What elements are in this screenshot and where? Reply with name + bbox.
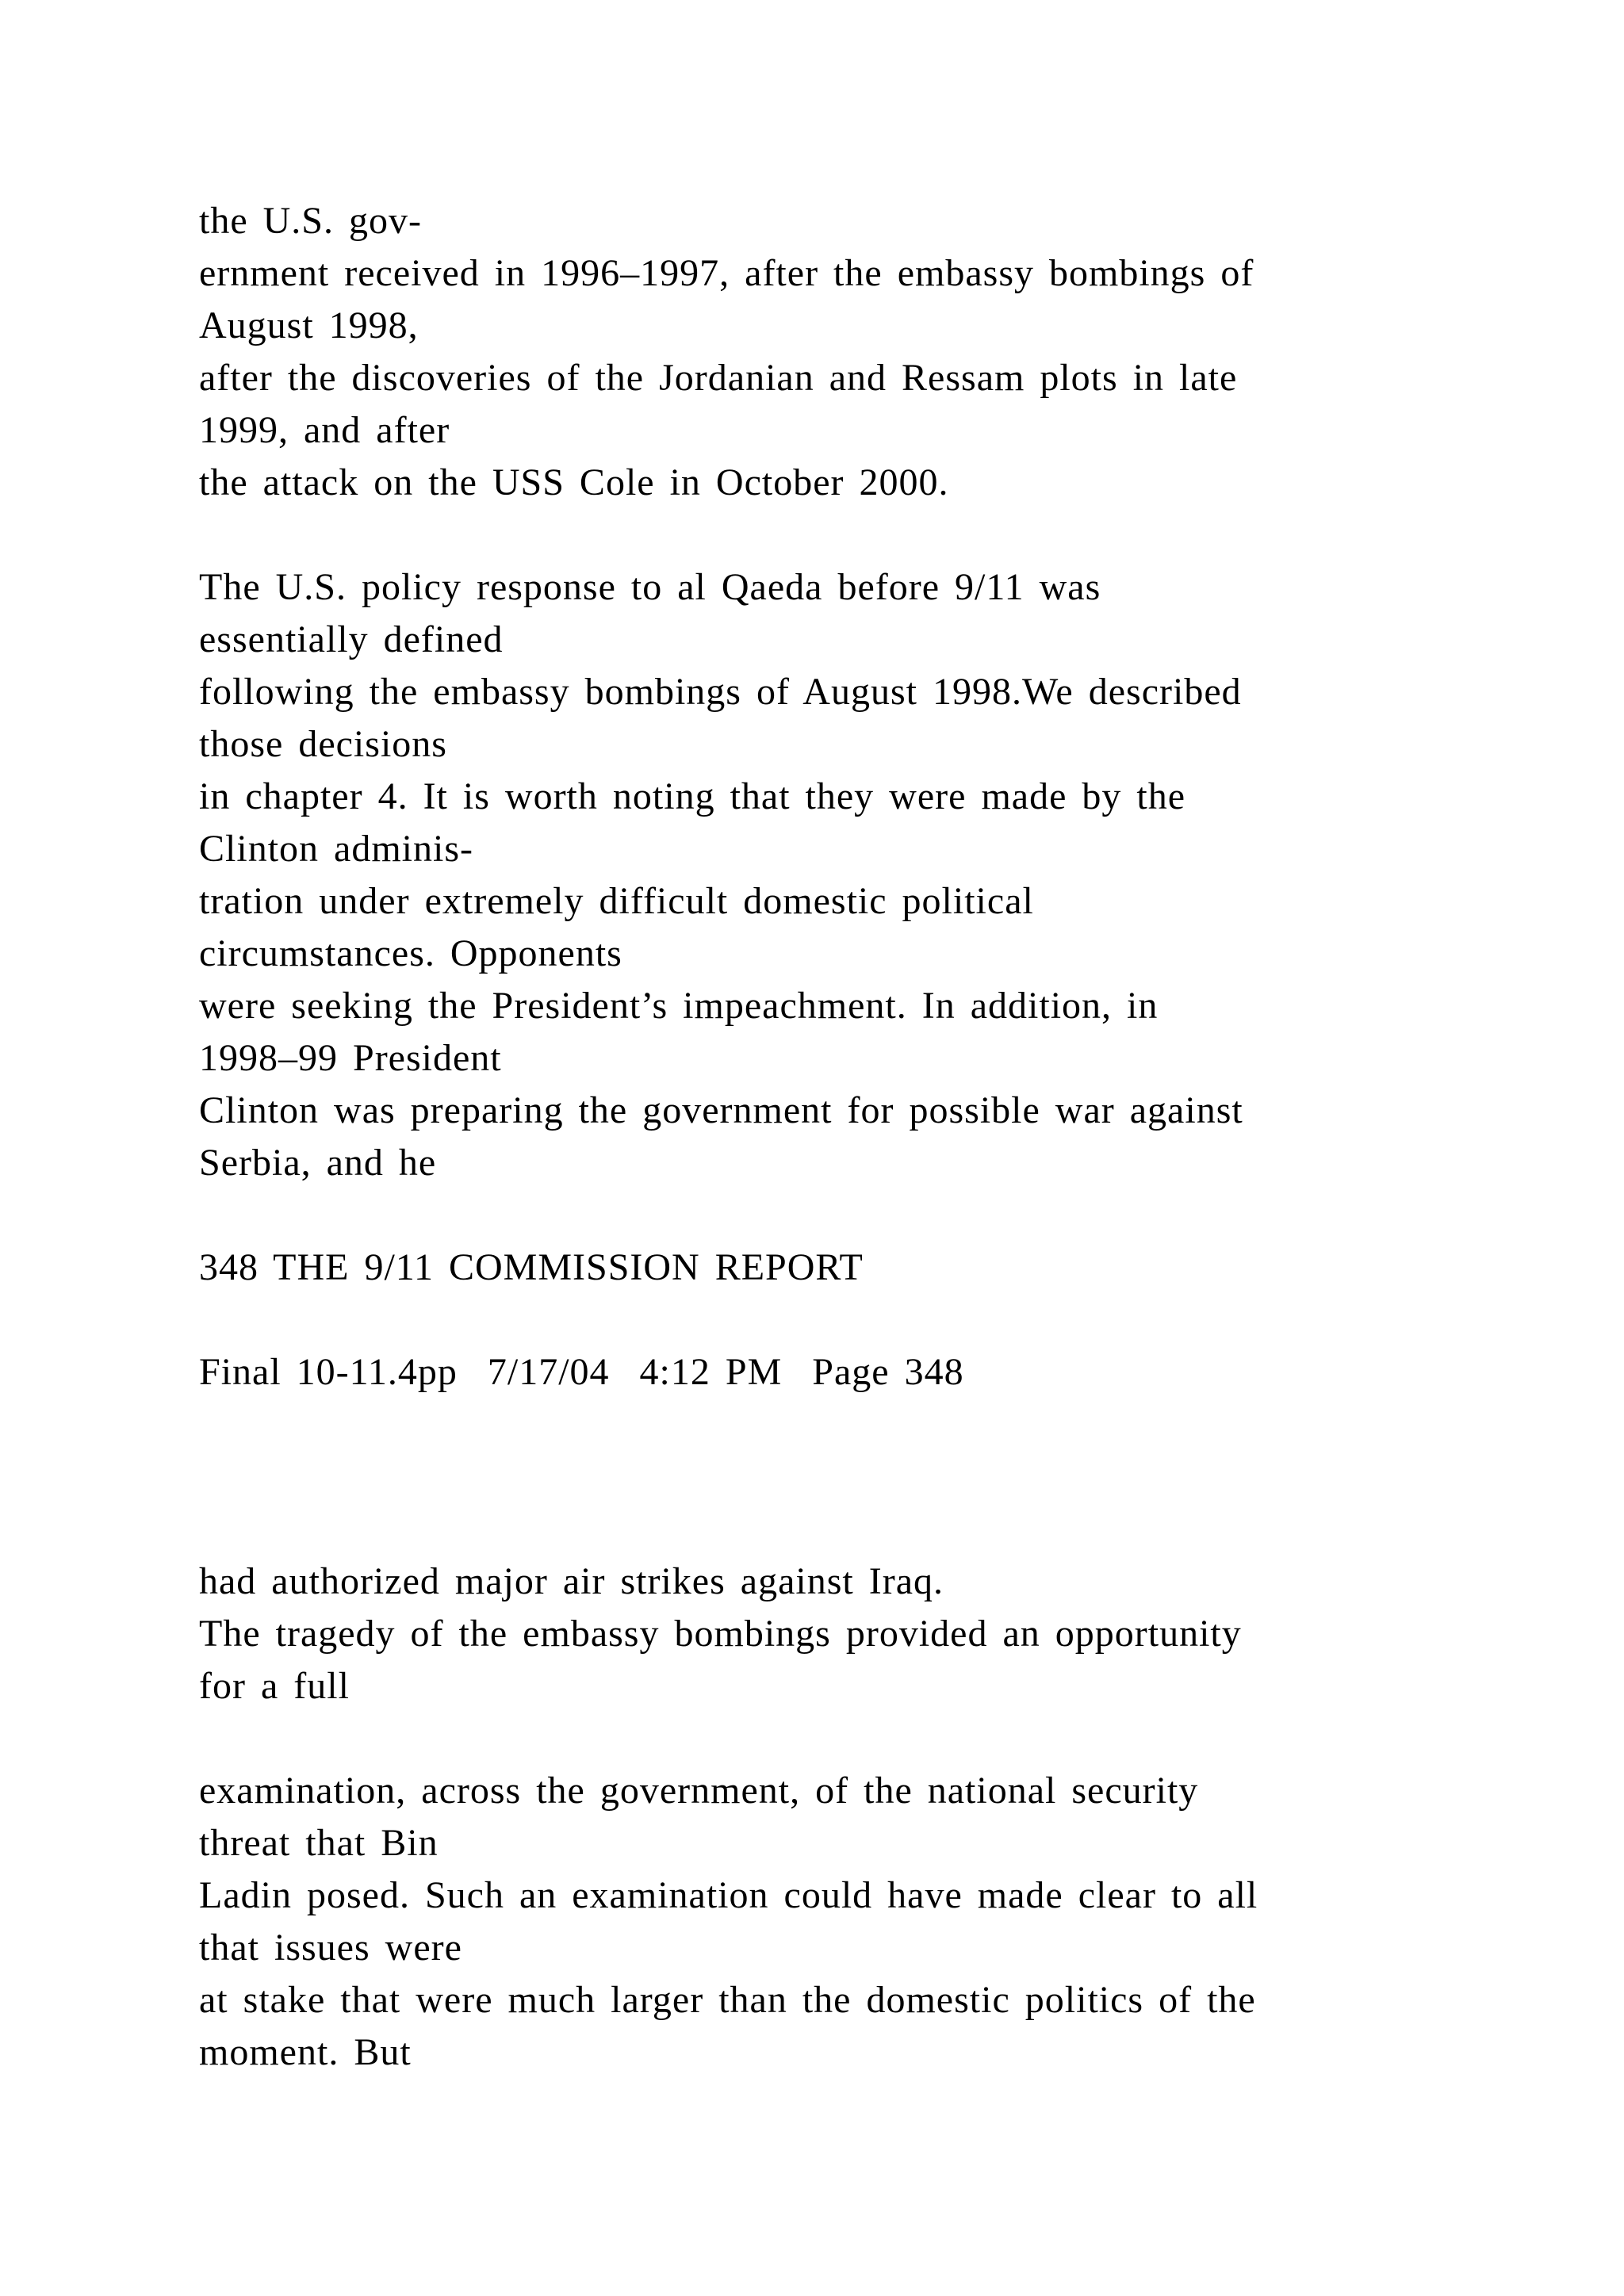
- text-line: Clinton adminis-: [199, 828, 473, 870]
- text-line: following the embassy bombings of August 1998.We described: [199, 671, 1242, 713]
- page-footer-title: 348 THE 9/11 COMMISSION REPORT: [199, 1246, 864, 1288]
- text-line: at stake that were much larger than the domestic politics of the: [199, 1979, 1256, 2021]
- text-line: the U.S. gov-: [199, 200, 422, 242]
- text-line: ernment received in 1996–1997, after the embassy bombings of: [199, 252, 1254, 294]
- text-line: were seeking the President’s impeachment. In addition, in: [199, 985, 1159, 1027]
- text-line: circumstances. Opponents: [199, 932, 622, 974]
- text-line: 1999, and after: [199, 409, 450, 451]
- text-line: in chapter 4. It is worth noting that they were made by the: [199, 775, 1186, 817]
- text-line: August 1998,: [199, 304, 419, 346]
- text-line: had authorized major air strikes against Iraq.: [199, 1560, 944, 1602]
- text-line: that issues were: [199, 1927, 462, 1969]
- text-line: for a full: [199, 1665, 350, 1707]
- text-line: after the discoveries of the Jordanian and Ressam plots in late: [199, 357, 1238, 399]
- text-line: essentially defined: [199, 618, 504, 660]
- text-line: those decisions: [199, 723, 447, 765]
- text-line: The tragedy of the embassy bombings provided an opportunity: [199, 1613, 1242, 1655]
- text-line: 1998–99 President: [199, 1037, 502, 1079]
- text-line: examination, across the government, of the national security: [199, 1770, 1199, 1812]
- text-line: The U.S. policy response to al Qaeda before 9/11 was: [199, 566, 1101, 608]
- text-line: the attack on the USS Cole in October 2000.: [199, 461, 949, 503]
- text-line: moment. But: [199, 2031, 412, 2073]
- text-line: tration under extremely difficult domestic political: [199, 880, 1034, 922]
- text-line: Clinton was preparing the government for possible war against: [199, 1089, 1243, 1131]
- text-line: Serbia, and he: [199, 1142, 437, 1184]
- text-line: threat that Bin: [199, 1822, 439, 1864]
- text-line: Ladin posed. Such an examination could have made clear to all: [199, 1874, 1258, 1916]
- print-slug: Final 10-11.4pp 7/17/04 4:12 PM Page 348: [199, 1351, 964, 1393]
